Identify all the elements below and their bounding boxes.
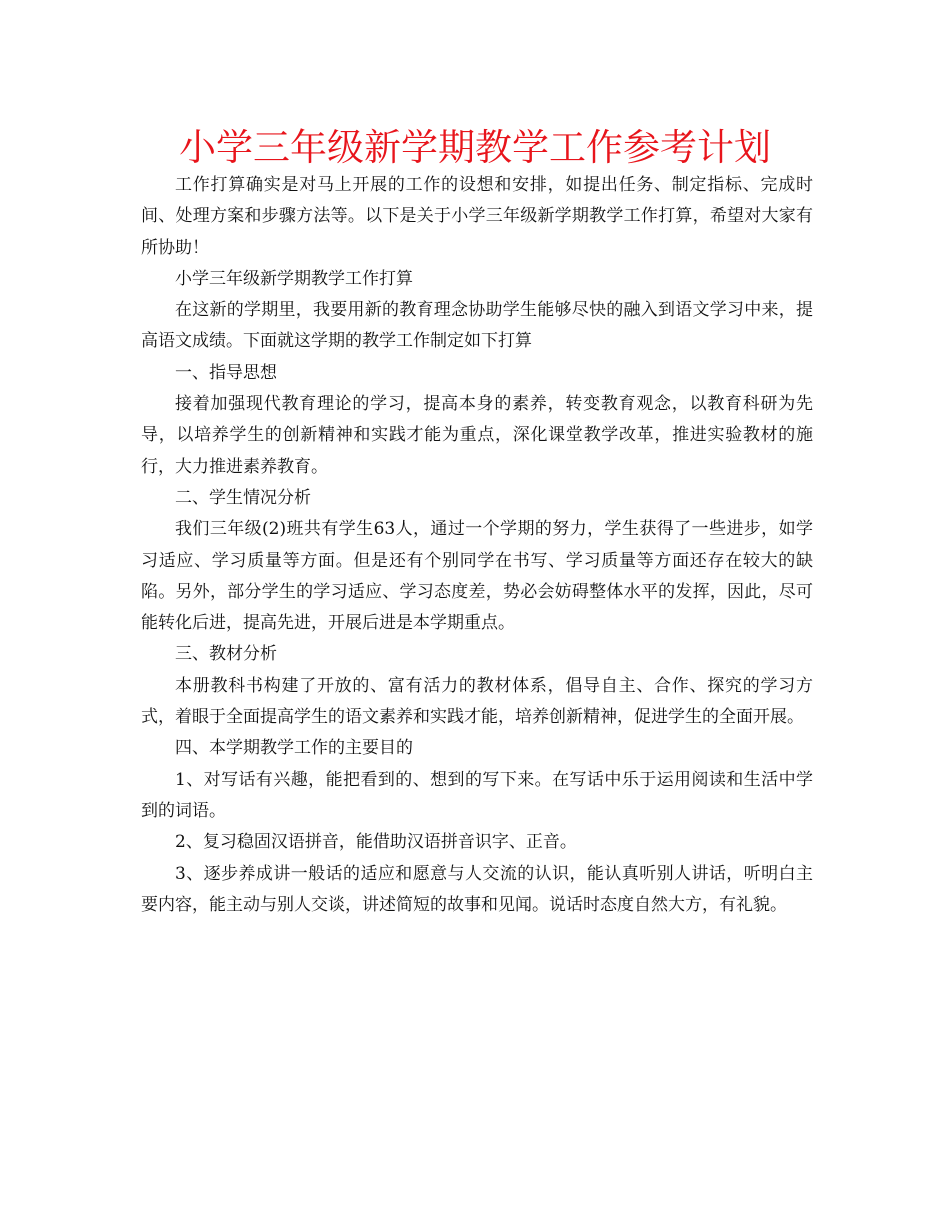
document-title: 小学三年级新学期教学工作参考计划 xyxy=(179,126,771,169)
paragraph-textbook-analysis: 本册教科书构建了开放的、富有活力的教材体系，倡导自主、合作、探究的学习方式，着眼于全面提高学生的语文素养和实践才能，培养创新精神，促进学生的全面开展。 xyxy=(141,675,813,728)
goal-item-1: 1、对写话有兴趣，能把看到的、想到的写下来。在写话中乐于运用阅读和生活中学到的词语。 xyxy=(141,769,813,821)
goal-item-3: 3、逐步养成讲一般话的适应和愿意与人交流的认识，能认真听别人讲话，听明白主要内容，能主动与别人交谈，讲述简短的故事和见闻。说话时态度自然大方，有礼貌。 xyxy=(141,863,813,915)
goal-item-2: 2、复习稳固汉语拼音，能借助汉语拼音识字、正音。 xyxy=(175,832,577,853)
paragraph-guiding-thought: 接着加强现代教育理论的学习，提高本身的素养，转变教育观念，以教育科研为先导，以培养学生的创新精神和实践才能为重点，深化课堂教学改革，推进实验教材的施行，大力推进素养教育。 xyxy=(141,394,813,477)
paragraph-intro: 工作打算确实是对马上开展的工作的设想和安排，如提出任务、制定指标、完成时间、处理方案和步骤方法等。以下是关于小学三年级新学期教学工作打算，希望对大家有所协助！ xyxy=(141,175,813,258)
section-heading-student-analysis: 二、学生情况分析 xyxy=(175,487,311,508)
section-heading-goals: 四、本学期教学工作的主要目的 xyxy=(175,738,413,759)
paragraph-subtitle: 小学三年级新学期教学工作打算 xyxy=(175,268,413,289)
section-heading-guiding-thought: 一、指导思想 xyxy=(175,362,277,383)
document-body xyxy=(141,170,813,921)
paragraph-opening: 在这新的学期里，我要用新的教育理念协助学生能够尽快的融入到语文学习中来，提高语文成绩。下面就这学期的教学工作制定如下打算 xyxy=(141,300,813,352)
paragraph-student-analysis: 我们三年级(2)班共有学生63人，通过一个学期的努力，学生获得了一些进步，如学习适应、学习质量等方面。但是还有个别同学在书写、学习质量等方面还存在较大的缺陷。另外，部分学生的学习适应、学习态度差，势必会妨碍整体水平的发挥，因此，尽可能转化后进，提高先进，开展后进是本学期重点。 xyxy=(141,519,813,634)
section-heading-textbook-analysis: 三、教材分析 xyxy=(175,644,277,665)
